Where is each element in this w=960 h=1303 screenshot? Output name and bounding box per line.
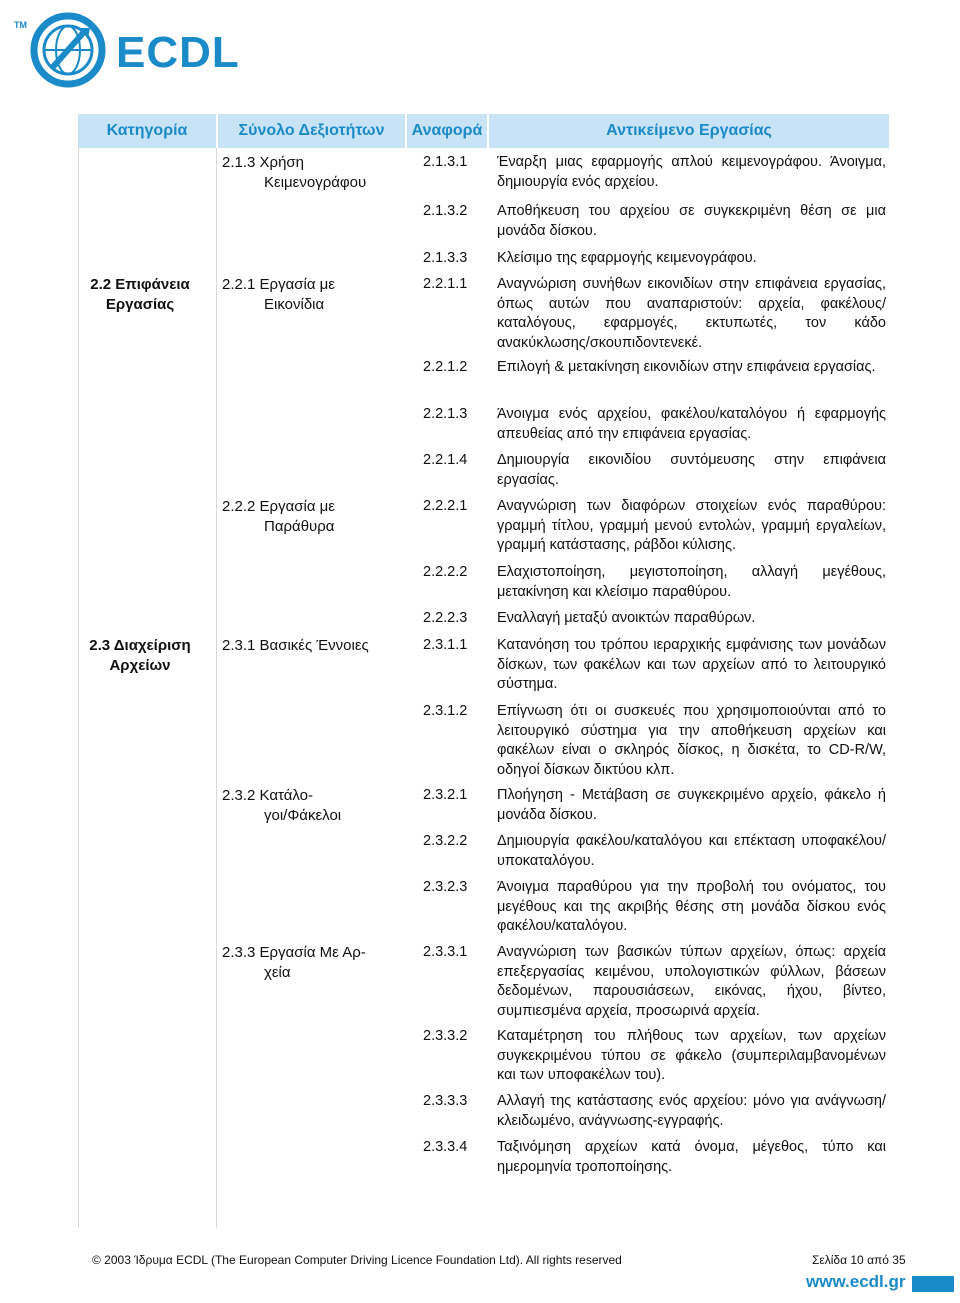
item-text: Δημιουργία εικονιδίου συντόμευσης στην επιφάνεια εργασίας. bbox=[497, 452, 886, 488]
category-subtitle: Αρχείων bbox=[109, 657, 171, 674]
header-task-item: Αντικείμενο Εργασίας bbox=[489, 114, 889, 148]
item-ref: 2.3.3.1 bbox=[423, 944, 468, 960]
column-divider bbox=[216, 148, 217, 1228]
item-ref: 2.3.3.3 bbox=[423, 1093, 468, 1109]
item-ref: 2.2.2.3 bbox=[423, 610, 468, 626]
category-2-3 bbox=[78, 636, 202, 676]
item-ref: 2.1.3.1 bbox=[423, 154, 468, 170]
item-text: Άνοιγμα παραθύρου για την προβολή του ονόματος, του μεγέθους και της ακριβής θέσης στη μονάδα δίσκου ενός φακέλου/καταλόγου. bbox=[497, 879, 886, 934]
item-text: Αναγνώριση των βασικών τύπων αρχείων, όπως: αρχεία επεξεργασίας κειμένου, υπολογιστικών φύλλων, βάσεων δεδομένων, παρουσιάσεων, εικόνας, ήχου, βίντεο, συμπιεσμένα αρχεία, προσωρινά αρχεία. bbox=[497, 944, 886, 1019]
item-ref: 2.3.3.4 bbox=[423, 1139, 468, 1155]
category-2-2 bbox=[78, 275, 202, 315]
skill-title: 2.3.3 Εργασία Με Αρ- bbox=[222, 944, 366, 961]
page-number: Σελίδα 10 από 35 bbox=[812, 1253, 906, 1267]
skill-subtitle: Παράθυρα bbox=[264, 518, 335, 535]
header-category: Κατηγορία bbox=[78, 114, 216, 148]
skill-2-3-1 bbox=[222, 636, 392, 656]
item-ref: 2.2.2.1 bbox=[423, 498, 468, 514]
globe-icon bbox=[22, 6, 112, 91]
item-text: Δημιουργία φακέλου/καταλόγου και επέκταση υποφακέλου/υποκαταλόγου. bbox=[497, 833, 886, 869]
item-ref: 2.2.2.2 bbox=[423, 564, 468, 580]
item-text: Αλλαγή της κατάστασης ενός αρχείου: μόνο για ανάγνωση/κλειδωμένο, ανάγνωσης-εγγραφής. bbox=[497, 1093, 886, 1129]
item-text: Καταμέτρηση του πλήθους των αρχείων, των αρχείων συγκεκριμένου τύπου σε φάκελο (συμπεριλαμβανομένων και των υποφακέλων του). bbox=[497, 1028, 886, 1083]
copyright-text: © 2003 Ίδρυμα ECDL (The European Computer Driving Licence Foundation Ltd). All rights reserved bbox=[92, 1253, 622, 1267]
item-ref: 2.1.3.3 bbox=[423, 250, 468, 266]
item-ref: 2.2.1.1 bbox=[423, 276, 468, 292]
item-ref: 2.2.1.2 bbox=[423, 359, 468, 375]
item-ref: 2.3.2.3 bbox=[423, 879, 468, 895]
category-title: 2.3 Διαχείριση bbox=[89, 637, 191, 654]
skill-subtitle: γοι/Φάκελοι bbox=[264, 807, 342, 824]
trademark-mark: TM bbox=[14, 20, 27, 30]
skill-subtitle: Κειμενογράφου bbox=[264, 174, 367, 191]
item-text: Επιλογή & μετακίνηση εικονιδίων στην επιφάνεια εργασίας. bbox=[497, 359, 876, 375]
header-skill-set: Σύνολο Δεξιοτήτων bbox=[218, 114, 405, 148]
item-text: Αναγνώριση των διαφόρων στοιχείων ενός παραθύρου: γραμμή τίτλου, γραμμή μενού εντολών, γραμμή εργαλείων, γραμμή κατάστασης, ράβδοι κύλισης. bbox=[497, 498, 886, 553]
item-text: Εναλλαγή μεταξύ ανοικτών παραθύρων. bbox=[497, 610, 756, 626]
skill-title: 2.3.2 Κατάλο- bbox=[222, 787, 314, 804]
skill-2-1-3 bbox=[222, 153, 392, 193]
item-text: Αναγνώριση συνήθων εικονιδίων στην επιφάνεια εργασίας, όπως αυτών που αναπαριστούν: αρχεία, φακέλους/καταλόγους, εφαρμογές, εκτυπωτές, τον κάδο ανακύκλωσης/σκουπιδοντενεκέ. bbox=[497, 276, 886, 351]
logo-wordmark: ECDL bbox=[116, 28, 240, 77]
item-ref: 2.3.2.2 bbox=[423, 833, 468, 849]
footer-accent-bar bbox=[912, 1276, 954, 1292]
skill-title: 2.1.3 Χρήση bbox=[222, 154, 305, 171]
ecdl-logo bbox=[8, 6, 238, 91]
skill-title: 2.2.1 Εργασία με bbox=[222, 276, 335, 293]
skill-title: 2.3.1 Βασικές Έννοιες bbox=[222, 637, 369, 654]
skill-2-2-2 bbox=[222, 497, 392, 537]
item-text: Αποθήκευση του αρχείου σε συγκεκριμένη θέση σε μια μονάδα δίσκου. bbox=[497, 203, 886, 239]
category-title: 2.2 Επιφάνεια bbox=[90, 276, 190, 293]
item-text: Πλοήγηση - Μετάβαση σε συγκεκριμένο αρχείο, φάκελο ή μονάδα δίσκου. bbox=[497, 787, 886, 823]
item-ref: 2.2.1.3 bbox=[423, 406, 468, 422]
item-ref: 2.3.3.2 bbox=[423, 1028, 468, 1044]
item-text: Άνοιγμα ενός αρχείου, φακέλου/καταλόγου ή εφαρμογής απευθείας από την επιφάνεια εργασίας. bbox=[497, 406, 886, 442]
item-text: Έναρξη μιας εφαρμογής απλού κειμενογράφου. Άνοιγμα, δημιουργία ενός αρχείου. bbox=[497, 154, 886, 190]
skill-2-3-2 bbox=[222, 786, 392, 826]
item-ref: 2.3.2.1 bbox=[423, 787, 468, 803]
item-text: Επίγνωση ότι οι συσκευές που χρησιμοποιούνται από το λειτουργικό σύστημα για την αποθήκευση αρχείων και φακέλων είναι ο σκληρός δίσκος, η δισκέτα, το CD-R/W, οδηγοί δίσκων δικτύου κλπ. bbox=[497, 703, 886, 778]
item-text: Κλείσιμο της εφαρμογής κειμενογράφου. bbox=[497, 250, 757, 266]
skill-2-2-1 bbox=[222, 275, 392, 315]
item-text: Ελαχιστοποίηση, μεγιστοποίηση, αλλαγή μεγέθους, μετακίνηση και κλείσιμο παραθύρου. bbox=[497, 564, 886, 600]
item-text: Ταξινόμηση αρχείων κατά όνομα, μέγεθος, τύπο και ημερομηνία τροποποίησης. bbox=[497, 1139, 886, 1175]
item-text: Κατανόηση του τρόπου ιεραρχικής εμφάνισης των μονάδων δίσκων, των φακέλων και των αρχείων από το λειτουργικό σύστημα. bbox=[497, 637, 886, 692]
skill-2-3-3 bbox=[222, 943, 392, 983]
category-subtitle: Εργασίας bbox=[105, 296, 175, 313]
item-ref: 2.3.1.1 bbox=[423, 637, 468, 653]
website-url[interactable]: www.ecdl.gr bbox=[806, 1272, 906, 1291]
skill-subtitle: χεία bbox=[264, 964, 291, 981]
item-ref: 2.2.1.4 bbox=[423, 452, 468, 468]
skill-title: 2.2.2 Εργασία με bbox=[222, 498, 335, 515]
skill-subtitle: Εικονίδια bbox=[264, 296, 325, 313]
item-ref: 2.3.1.2 bbox=[423, 703, 468, 719]
item-ref: 2.1.3.2 bbox=[423, 203, 468, 219]
header-reference: Αναφορά bbox=[407, 114, 487, 148]
